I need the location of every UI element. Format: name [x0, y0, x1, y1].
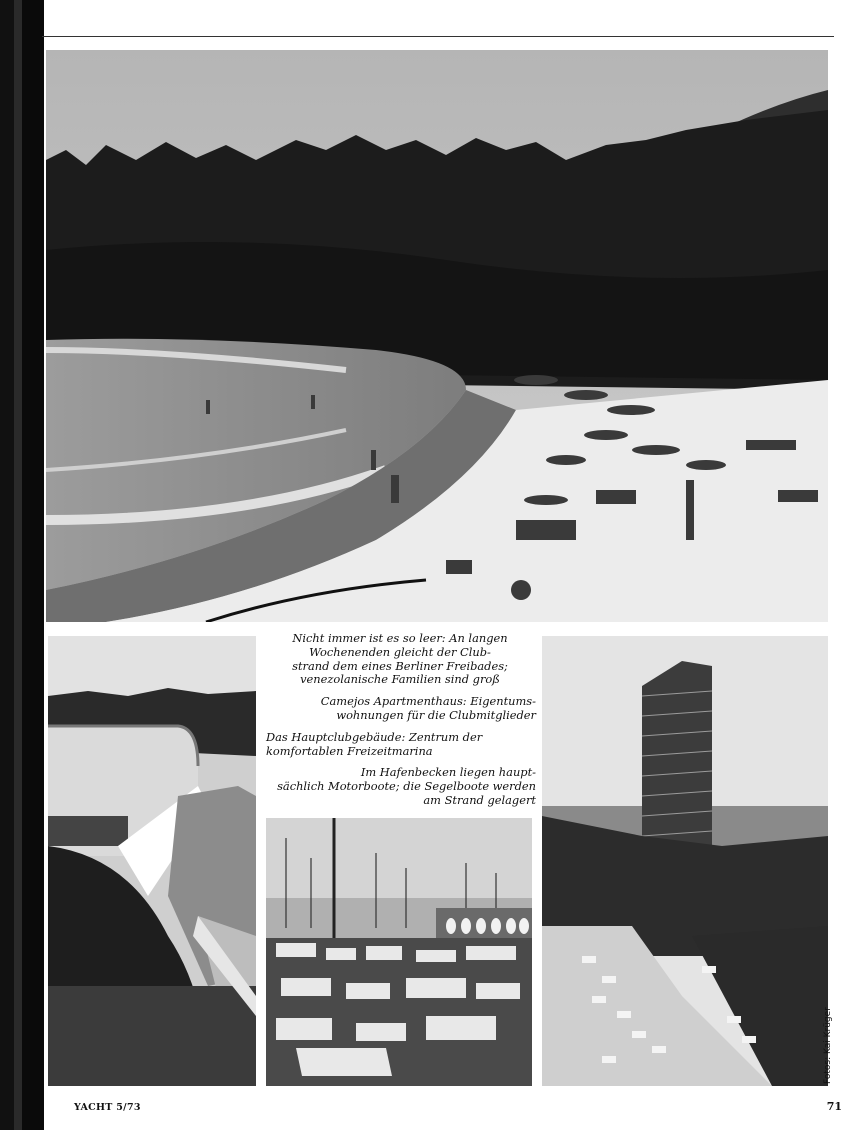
page-spine-shadow	[0, 0, 44, 1130]
page-top-rule	[42, 36, 834, 37]
caption-apartments: Camejos Apartmenthaus: Eigentums- wohnungen für die Clubmitglieder	[320, 694, 536, 722]
apartment-tower-photo	[542, 636, 828, 1086]
photo-credit	[823, 1004, 837, 1084]
beach-photo	[46, 50, 828, 622]
photo-captions	[260, 632, 540, 816]
page-number: 71	[826, 1100, 842, 1113]
footer-magazine-issue: YACHT 5/73	[74, 1102, 141, 1113]
caption-harbor: Im Hafenbecken liegen haupt- sächlich Motorboote; die Segelboote werden am Strand gelagert	[277, 765, 536, 807]
photo-credit-text: Fotos: Kai Krüger	[823, 1007, 833, 1084]
clubhouse-photo	[48, 636, 256, 1086]
marina-photo	[266, 818, 532, 1086]
caption-beach: Nicht immer ist es so leer: An langen Wochenenden gleicht der Club- strand dem eines Berliner Freibades; venezolanische Familien sind groß	[292, 631, 508, 687]
caption-clubhouse: Das Hauptclubgebäude: Zentrum der komfortablen Freizeitmarina	[266, 729, 483, 758]
